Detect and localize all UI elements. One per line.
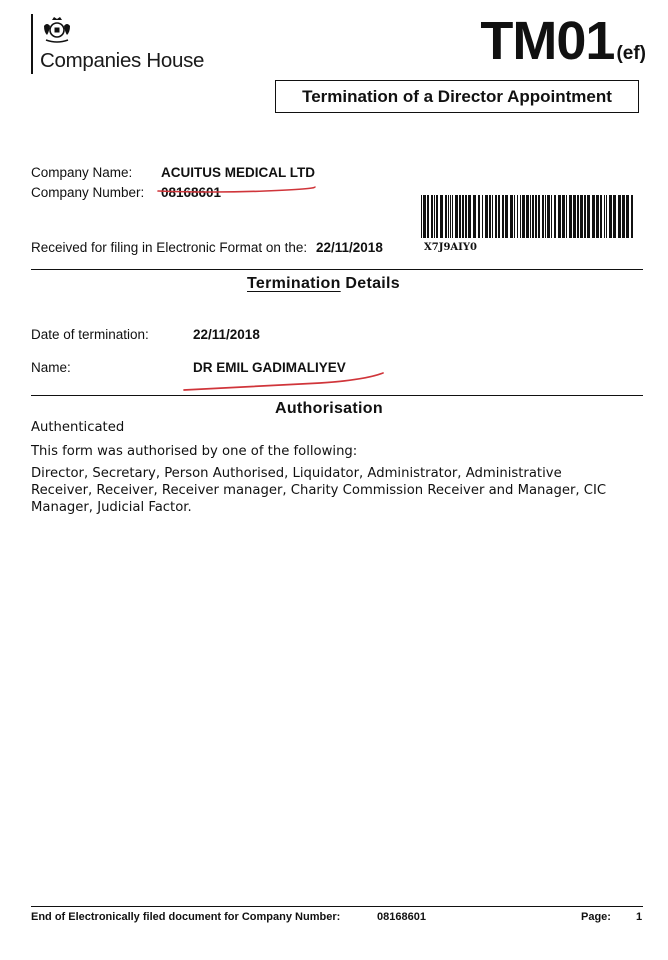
barcode-bar bbox=[577, 195, 579, 238]
barcode-bar bbox=[445, 195, 447, 238]
footer-page-number: 1 bbox=[636, 911, 643, 923]
authorisation-heading: Authorisation bbox=[275, 400, 383, 417]
barcode-bar bbox=[502, 195, 504, 238]
received-date: 22/11/2018 bbox=[316, 240, 383, 255]
barcode-text: X7J9AIY0 bbox=[424, 242, 477, 253]
section-divider bbox=[31, 269, 643, 270]
barcode-bar bbox=[626, 195, 629, 238]
barcode-bar bbox=[485, 195, 488, 238]
barcode-bar bbox=[530, 195, 531, 238]
barcode-bar bbox=[573, 195, 576, 238]
barcode-bar bbox=[587, 195, 590, 238]
barcode bbox=[421, 195, 637, 238]
barcode-bar bbox=[421, 195, 422, 238]
barcode-bar bbox=[498, 195, 500, 238]
authorisation-roles bbox=[31, 465, 643, 516]
barcode-bar bbox=[514, 195, 515, 238]
barcode-bar bbox=[622, 195, 625, 238]
termination-heading-rest: Details bbox=[340, 275, 401, 292]
barcode-bar bbox=[584, 195, 586, 238]
red-underline-annotation bbox=[155, 180, 320, 200]
form-code bbox=[480, 10, 646, 72]
termination-date-label: Date of termination: bbox=[31, 327, 149, 342]
company-number-value: 08168601 bbox=[161, 185, 222, 200]
barcode-bar bbox=[592, 195, 595, 238]
barcode-bar bbox=[510, 195, 513, 238]
barcode-bar bbox=[423, 195, 426, 238]
barcode-bar bbox=[532, 195, 534, 238]
barcode-bar bbox=[604, 195, 605, 238]
barcode-bar bbox=[468, 195, 471, 238]
footer-end-label: End of Electronically filed document for Company Number: bbox=[31, 911, 341, 923]
termination-date-value: 22/11/2018 bbox=[193, 327, 260, 342]
barcode-bar bbox=[495, 195, 497, 238]
barcode-bar bbox=[517, 195, 518, 238]
received-label: Received for filing in Electronic Format on the: bbox=[31, 240, 308, 255]
barcode-bar bbox=[455, 195, 458, 238]
barcode-bar bbox=[492, 195, 493, 238]
barcode-bar bbox=[545, 195, 546, 238]
barcode-bar bbox=[551, 195, 552, 238]
barcode-bar bbox=[558, 195, 561, 238]
barcode-bar bbox=[482, 195, 483, 238]
barcode-bar bbox=[436, 195, 438, 238]
barcode-bar bbox=[542, 195, 544, 238]
company-number-label: Company Number: bbox=[31, 185, 145, 200]
authorisation-status: Authenticated bbox=[31, 420, 125, 435]
barcode-bar bbox=[535, 195, 537, 238]
barcode-bar bbox=[547, 195, 550, 238]
roles-line: Manager, Judicial Factor. bbox=[31, 500, 192, 515]
barcode-bar bbox=[505, 195, 508, 238]
termination-heading-underlined: Termination bbox=[247, 275, 341, 292]
barcode-bar bbox=[566, 195, 567, 238]
barcode-bar bbox=[465, 195, 467, 238]
barcode-bar bbox=[478, 195, 480, 238]
form-code-suffix: (ef) bbox=[616, 43, 646, 64]
barcode-bar bbox=[562, 195, 565, 238]
barcode-bar bbox=[440, 195, 443, 238]
director-name-value: DR EMIL GADIMALIYEV bbox=[193, 360, 346, 375]
barcode-bar bbox=[526, 195, 529, 238]
company-name-label: Company Name: bbox=[31, 165, 133, 180]
barcode-bar bbox=[569, 195, 572, 238]
roles-line: Director, Secretary, Person Authorised, Liquidator, Administrator, Administrative bbox=[31, 466, 562, 481]
barcode-bar bbox=[462, 195, 464, 238]
section-divider bbox=[31, 395, 643, 396]
footer-company-number: 08168601 bbox=[377, 911, 426, 923]
barcode-bar bbox=[452, 195, 453, 238]
footer-divider bbox=[31, 906, 643, 907]
barcode-bar bbox=[522, 195, 525, 238]
barcode-bar bbox=[631, 195, 633, 238]
form-title: Termination of a Director Appointment bbox=[275, 80, 639, 113]
barcode-bar bbox=[450, 195, 451, 238]
roles-line: Receiver, Receiver, Receiver manager, Charity Commission Receiver and Manager, CIC bbox=[31, 483, 607, 498]
barcode-bar bbox=[554, 195, 556, 238]
barcode-bar bbox=[431, 195, 433, 238]
brand-name: Companies House bbox=[40, 49, 205, 72]
barcode-bar bbox=[427, 195, 429, 238]
barcode-bar bbox=[613, 195, 616, 238]
barcode-bar bbox=[459, 195, 461, 238]
footer-page-label: Page: bbox=[581, 911, 611, 923]
barcode-bar bbox=[538, 195, 540, 238]
barcode-bar bbox=[448, 195, 449, 238]
royal-crest-icon bbox=[40, 14, 74, 44]
director-name-label: Name: bbox=[31, 360, 71, 375]
barcode-bar bbox=[580, 195, 583, 238]
barcode-bar bbox=[618, 195, 621, 238]
barcode-bar bbox=[520, 195, 521, 238]
company-name-value: ACUITUS MEDICAL LTD bbox=[161, 165, 315, 180]
barcode-bar bbox=[489, 195, 491, 238]
barcode-bar bbox=[596, 195, 599, 238]
authorisation-intro: This form was authorised by one of the following: bbox=[31, 444, 358, 459]
form-code-main: TM01 bbox=[480, 11, 615, 71]
barcode-bar bbox=[606, 195, 607, 238]
barcode-bar bbox=[473, 195, 476, 238]
barcode-bar bbox=[609, 195, 612, 238]
red-underline-annotation bbox=[180, 368, 390, 396]
logo-divider bbox=[31, 14, 33, 74]
barcode-bar bbox=[434, 195, 435, 238]
barcode-bar bbox=[600, 195, 602, 238]
termination-heading bbox=[247, 275, 400, 293]
